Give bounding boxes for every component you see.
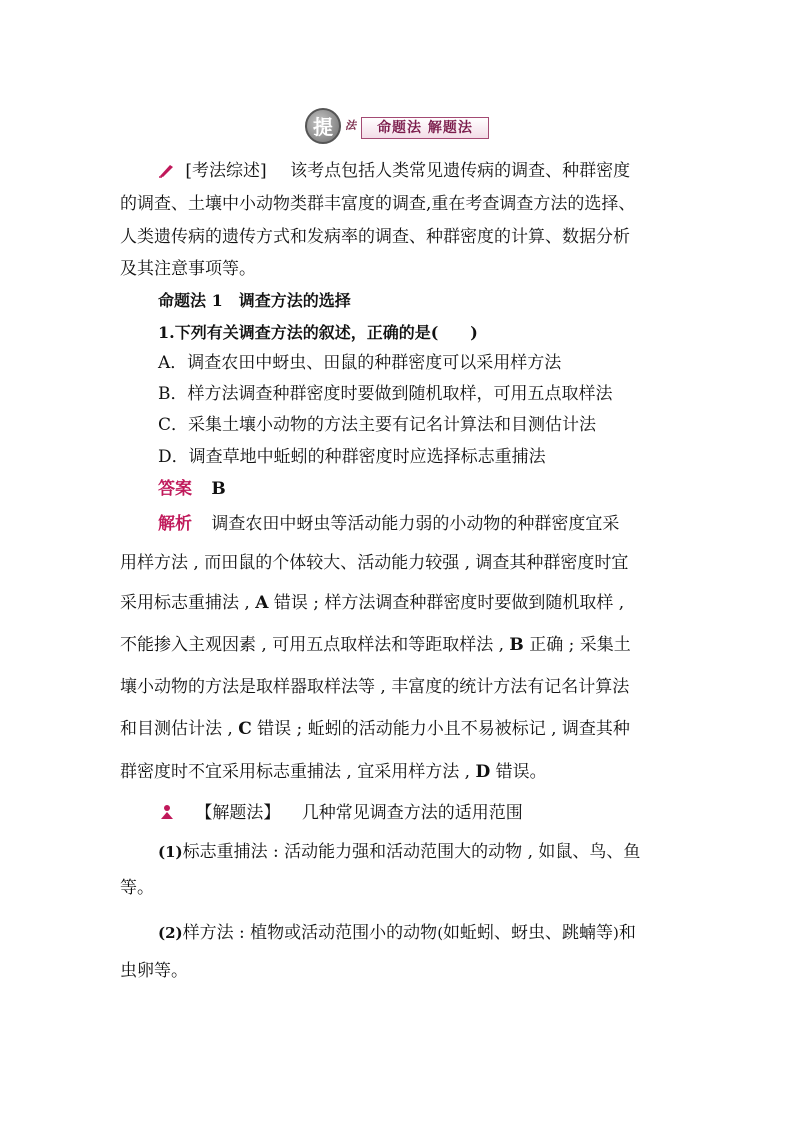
analysis-line-4: 不能掺入主观因素 , 可用五点取样法和等距取样法 , B 正确 ; 采集土 [120, 635, 631, 655]
solve-item-2: (2)样方法 : 植物或活动范围小的动物(如蚯蚓、蚜虫、跳蝻等)和 [158, 923, 636, 943]
solve-item-1-cont: 等。 [120, 878, 154, 898]
solve-item-1: (1)标志重捕法 : 活动能力强和活动范围大的动物 , 如鼠、鸟、鱼 [158, 842, 641, 862]
option-d: D．调查草地中蚯蚓的种群密度时应选择标志重捕法 [158, 447, 546, 467]
section-banner [305, 108, 485, 144]
seal-icon: 提 [305, 108, 341, 144]
analysis-line-2: 用样方法 , 而田鼠的个体较大、活动能力较强 , 调查其种群密度时宜 [120, 553, 629, 573]
analysis-line-6: 和目测估计法 , C 错误 ; 蚯蚓的活动能力小且不易被标记 , 调查其种 [120, 719, 630, 739]
overview-text-1: 该考点包括人类常见遗传病的调查、种群密度 [290, 161, 631, 181]
solve-item-2-cont: 虫卵等。 [120, 961, 188, 981]
option-a: A．调查农田中蚜虫、田鼠的种群密度可以采用样方法 [158, 353, 562, 373]
solve-heading [158, 802, 523, 824]
analysis-line-1: 解析 调查农田中蚜虫等活动能力弱的小动物的种群密度宜采 [158, 514, 620, 534]
overview-label: [考法综述] [185, 161, 267, 181]
overview-line-4: 及其注意事项等。 [120, 259, 256, 279]
banner-title: 命题法 解题法 [361, 117, 489, 139]
overview-line-3: 人类遗传病的遗传方式和发病率的调查、种群密度的计算、数据分析 [120, 227, 630, 247]
option-c: C．采集土壤小动物的方法主要有记名计算法和目测估计法 [158, 415, 597, 435]
method-heading: 命题法 1 调查方法的选择 [158, 291, 351, 310]
answer-value: B [211, 479, 226, 499]
analysis-line-7: 群密度时不宜采用标志重捕法 , 宜采用样方法 , D 错误。 [120, 762, 547, 782]
overview-line-1 [158, 160, 630, 182]
overview-line-2: 的调查、土壤中小动物类群丰富度的调查,重在考查调查方法的选择、 [120, 194, 636, 214]
analysis-label: 解析 [158, 514, 192, 534]
analysis-line-5: 壤小动物的方法是取样器取样法等 , 丰富度的统计方法有记名计算法 [120, 677, 630, 697]
solve-title: 几种常见调查方法的适用范围 [301, 803, 523, 823]
answer-line [158, 478, 226, 500]
answer-label: 答案 [158, 479, 192, 499]
pen-icon [158, 162, 176, 178]
solve-label: 【解题法】 [195, 803, 281, 823]
person-icon [158, 804, 176, 820]
option-b: B．样方法调查种群密度时要做到随机取样，可用五点取样法 [158, 384, 613, 404]
question-stem: 1.下列有关调查方法的叙述，正确的是( ) [158, 323, 478, 342]
banner-tag: 法 [345, 119, 356, 132]
analysis-line-3: 采用标志重捕法 , A 错误 ; 样方法调查种群密度时要做到随机取样 , [120, 593, 625, 613]
